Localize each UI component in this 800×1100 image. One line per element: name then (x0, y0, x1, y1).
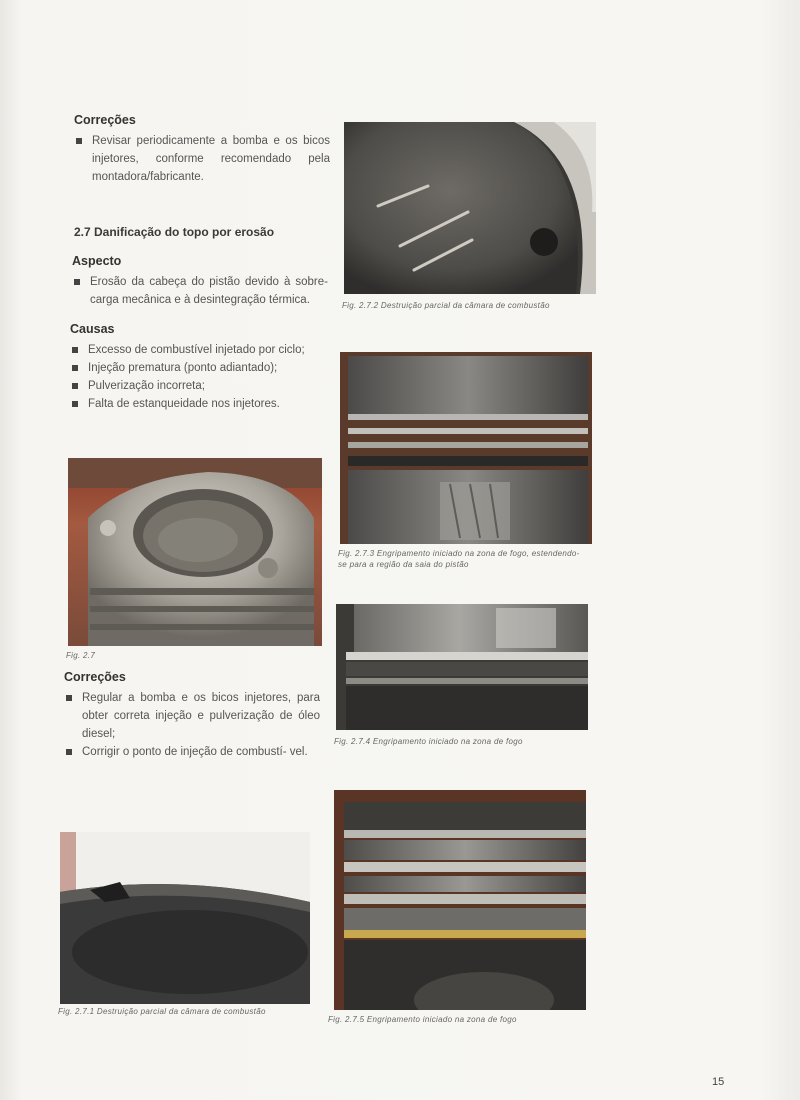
figure-2-7-3-caption: Fig. 2.7.3 Engripamento iniciado na zona de fogo, estendendo-se para a região da saia do pistão (338, 549, 580, 569)
causes-list (70, 341, 332, 413)
figure-2-7-1-photo (60, 832, 310, 1004)
section-title: 2.7 Danificação do topo por erosão (74, 225, 275, 239)
figure-2-7-2-photo (344, 122, 596, 294)
page-number: 15 (712, 1076, 725, 1088)
aspect-heading: Aspecto (72, 254, 122, 268)
list-item: Erosão da cabeça do pistão devido à sobre- carga mecânica e à desintegração térmica. (72, 273, 328, 309)
figure-2-7-3-photo (340, 352, 592, 544)
figure-2-7-1-caption: Fig. 2.7.1 Destruição parcial da câmara de combustão (58, 1007, 266, 1016)
list-item: Revisar periodicamente a bomba e os bicos injetores, conforme recomendado pela montadora/fabricante. (74, 132, 330, 186)
figure-2-7-5-photo (334, 790, 586, 1010)
figure-2-7-4-caption: Fig. 2.7.4 Engripamento iniciado na zona de fogo (334, 737, 523, 746)
corrections-list (64, 689, 320, 761)
list-item: Pulverização incorreta; (70, 377, 332, 395)
list-item: Falta de estanqueidade nos injetores. (70, 395, 332, 413)
top-corrections-heading: Correções (74, 113, 136, 127)
top-corrections-list (74, 132, 330, 186)
corrections-heading: Correções (64, 670, 126, 684)
list-item: Excesso de combustível injetado por ciclo; (70, 341, 332, 359)
aspect-list (72, 273, 328, 309)
figure-2-7-caption: Fig. 2.7 (66, 651, 96, 660)
list-item: Corrigir o ponto de injeção de combustí- vel. (64, 743, 320, 761)
causes-heading: Causas (70, 322, 115, 336)
list-item: Regular a bomba e os bicos injetores, para obter correta injeção e pulverização de óleo diesel; (64, 689, 320, 743)
figure-2-7-4-photo (336, 604, 588, 730)
figure-2-7-2-caption: Fig. 2.7.2 Destruição parcial da câmara de combustão (342, 301, 550, 310)
figure-2-7-photo (68, 458, 322, 646)
list-item: Injeção prematura (ponto adiantado); (70, 359, 332, 377)
figure-2-7-5-caption: Fig. 2.7.5 Engripamento iniciado na zona de fogo (328, 1015, 517, 1024)
